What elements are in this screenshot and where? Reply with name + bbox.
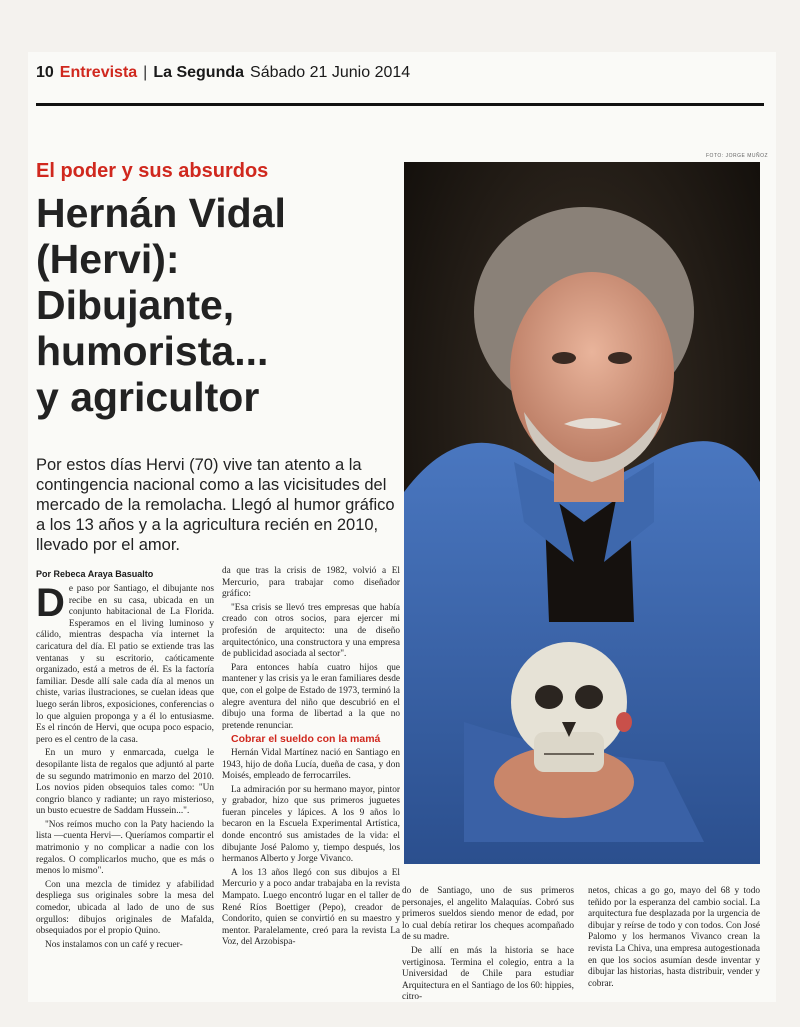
- article-paragraph: da que tras la crisis de 1982, volvió a El Mercurio, para trabajar como diseñador gráfico:: [222, 566, 400, 600]
- article-paragraph: Nos instalamos con un café y recuer-: [45, 939, 183, 950]
- masthead: [36, 64, 764, 88]
- article-paragraph: netos, chicas a go go, mayo del 68 y todo teñido por la esperanza del cambio social. La arquitectura fue desplazada por la urgencia de dibujar y reírse de todo y con todos. Con José Palomo y los hermanos Vivanco crean la revista La Chiva, una empresa autogestionada en que los socios asumían desde inventar y dibujar las historias, hasta distribuir, vender y cobrar.: [588, 886, 760, 989]
- headline-line: humorista...: [36, 328, 269, 374]
- article-paragraph: Con una mezcla de timidez y afabilidad despliega sus originales sobre la mesa del comedor, ubicada al lado de uno de sus orgullos: dibujos originales de Mafalda, obsequiados por el propio Quino.: [36, 879, 214, 937]
- issue-date: Sábado 21 Junio 2014: [250, 64, 411, 81]
- article-paragraph: A los 13 años llegó con sus dibujos a El Mercurio y a poco andar trabajaba en la revista Mampato. Luego encontró lugar en el taller de René Ríos Boettiger (Pepo), creador de Condorito, quien se convirtió en su maestro y mentor. Paralelamente, creó para la revista La Voz, del Arzobispa-: [222, 867, 400, 948]
- headline-line: Dibujante,: [36, 282, 235, 328]
- article-column-4: [588, 886, 760, 992]
- article-paragraph: De allí en más la historia se hace vertiginosa. Termina el colegio, entra a la Universidad de Chile para estudiar Arquitectura en el Santiago de los 60: hippies, citro-: [402, 945, 574, 1003]
- section-name: Entrevista: [59, 64, 138, 81]
- article-subhead: Cobrar el sueldo con la mamá: [231, 733, 381, 746]
- newspaper-name: La Segunda: [153, 64, 245, 81]
- masthead-separator: |: [143, 64, 148, 81]
- article-paragraph: Hernán Vidal Martínez nació en Santiago en 1943, hijo de doña Lucía, dueña de casa, y don Moisés, empleado de ferrocarriles.: [222, 747, 400, 782]
- article-column-2: [222, 566, 400, 951]
- masthead-rule: [36, 103, 764, 106]
- kicker: El poder y sus absurdos: [36, 160, 269, 182]
- article-paragraph: La admiración por su hermano mayor, pintor y grabador, hizo que sus primeros juguetes fueran pinceles y lápices. A los 9 años lo becaron en la Escuela Experimental Artística, donde encontró sus amistades de la vida: el dibujante José Palomo y, tiempo después, los hermanos Alberto y Jorge Vivanco.: [222, 784, 400, 865]
- dek: Por estos días Hervi (70) vive tan atento a la contingencia nacional como a las vicisitudes del mercado de la remolacha. Llegó al humor gráfico a los 13 años y a la agricultura recién en 2010, llevado por el amor.: [36, 456, 395, 554]
- article-paragraph: Para entonces había cuatro hijos que mantener y las crisis ya le eran familiares desde que, con el golpe de Estado de 1973, terminó la alegre aventura del niño que descubrió en el dibujo una forma de libertad a la que no pretende renunciar.: [222, 662, 400, 731]
- article-column-1: [36, 581, 214, 953]
- article-paragraph: do de Santiago, uno de sus primeros personajes, el angelito Malaquías. Cobró sus primeros sueldos siendo menor de edad, por lo cual debía retirar los cheques acompañado de su madre.: [402, 886, 574, 943]
- article-paragraph: En un muro y enmarcada, cuelga le desopilante lista de regalos que adjuntó al parte de su segundo matrimonio en marzo del 2010. Los novios piden obsequios tales como: "Un congrio blanco y radiante; un rayo misterioso, un busto ecuestre de Saddam Hussein...".: [36, 748, 214, 817]
- photo-credit: FOTO: JORGE MUÑOZ: [706, 153, 769, 159]
- headline-line: (Hervi):: [36, 236, 180, 282]
- page-number: 10: [36, 64, 54, 81]
- headline: [36, 190, 396, 420]
- drop-cap: D: [36, 581, 65, 625]
- article-column-3: [402, 886, 574, 1006]
- article-paragraph: "Esa crisis se llevó tres empresas que había creado con otros socios, para ejercer mi profesión de arquitecto: una de diseño arquitectónico, una constructora y una empresa de publicidad asociada al sector".: [222, 602, 400, 660]
- byline: Por Rebeca Araya Basualto: [36, 569, 154, 579]
- article-paragraph: "Nos reímos mucho con la Paty haciendo la lista —cuenta Hervi—. Queríamos compartir el matrimonio y no complicar a nadie con los regalos. O complicarlos mucho, que es más o menos lo mismo".: [36, 819, 214, 877]
- headline-line: y agricultor: [36, 374, 260, 420]
- headline-line: Hernán Vidal: [36, 190, 286, 236]
- portrait-illustration: [404, 162, 760, 864]
- portrait-photo: [404, 162, 760, 864]
- article-paragraph: De paso por Santiago, el dibujante nos recibe en su casa, ubicada en un conjunto habitacional de La Florida. Esperamos en el living luminoso y cálido, mientras despacha vía internet la caricatura del día. El patio se extiende tras las ventanas y su escritorio, caóticamente organizado, está a metros de él. Es la factoría familiar. Desde allí sale cada día al menos un chiste, varias ilustraciones, se cuelan ideas que luego serán libros, exposiciones, conferencias o lo que alguien proponga y a él lo entusiasme. Es el rincón de Hervi, que ocupa poco espacio, pero es el centro de la casa.: [36, 581, 214, 745]
